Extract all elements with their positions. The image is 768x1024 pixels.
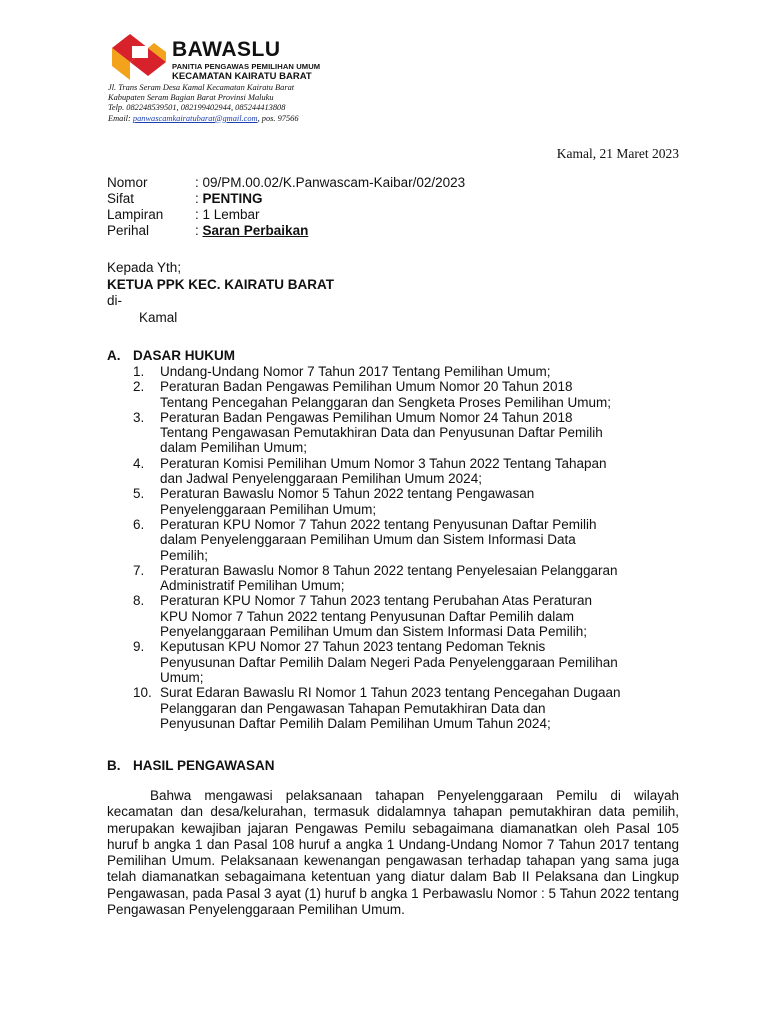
meta-sep: : <box>195 175 203 190</box>
list-item <box>133 364 679 379</box>
district-name: KECAMATAN KAIRATU BARAT <box>172 71 312 82</box>
list-item-line: Surat Edaran Bawaslu RI Nomor 1 Tahun 2023 tentang Pencegahan Dugaan <box>160 685 621 701</box>
list-item-text <box>160 364 679 379</box>
section-letter: B. <box>107 758 121 773</box>
meta-row-sifat <box>107 191 465 207</box>
list-item <box>133 563 679 594</box>
list-item-line: Pemilih; <box>160 547 209 563</box>
list-item-line: Penyusunan Daftar Pemilih Dalam Pemilihan Umum Tahun 2024; <box>160 715 551 731</box>
meta-value <box>195 175 465 191</box>
list-item <box>133 593 679 639</box>
email-link[interactable]: panwascamkairatubarat@gmail.com <box>132 113 258 123</box>
list-item-number: 5. <box>133 486 145 502</box>
meta-value-nomor: 09/PM.00.02/K.Panwascam-Kaibar/02/2023 <box>202 175 466 190</box>
list-item-text <box>160 486 679 517</box>
meta-sep: : <box>195 207 203 222</box>
letterhead-address <box>108 83 299 124</box>
section-heading: DASAR HUKUM <box>133 348 235 363</box>
greeting: Kepada Yth; <box>107 260 182 275</box>
section-heading: HASIL PENGAWASAN <box>133 758 275 773</box>
meta-key: Nomor <box>107 175 148 190</box>
list-item-line: Penyelenggaraan Pemilihan Umum; <box>160 501 377 517</box>
letter-meta <box>107 175 465 239</box>
list-item-number: 2. <box>133 379 145 395</box>
list-item-line: Peraturan KPU Nomor 7 Tahun 2023 tentang Perubahan Atas Peraturan <box>160 593 593 609</box>
list-item <box>133 639 679 685</box>
recipient-di: di- <box>107 293 123 308</box>
meta-value <box>195 223 308 239</box>
recipient-place: Kamal <box>139 309 178 325</box>
email-label: Email: <box>108 113 131 123</box>
list-item-line: Peraturan Bawaslu Nomor 8 Tahun 2022 tentang Penyelesaian Pelanggaran <box>160 562 618 578</box>
address-line: Telp. 082248539501, 082199402944, 085244413808 <box>108 103 286 113</box>
list-item-text <box>160 410 679 456</box>
list-item-number: 8. <box>133 593 145 609</box>
list-item-line: Penyelanggaraan Pemilihan Umum dan Sistem Informasi Data Pemilih; <box>160 624 587 640</box>
list-item-text <box>160 456 679 487</box>
meta-value <box>195 207 260 223</box>
legal-basis-list <box>133 364 679 731</box>
brand-name: BAWASLU <box>172 38 281 61</box>
address-line: Kabupaten Seram Bagian Barat Provinsi Maluku <box>108 93 274 103</box>
list-item-line: Tentang Pencegahan Pelanggaran dan Sengketa Proses Pemilihan Umum; <box>160 394 612 410</box>
address-line: Jl. Trans Seram Desa Kamal Kecamatan Kairatu Barat <box>108 83 295 92</box>
list-item <box>133 517 679 563</box>
list-item-line: Peraturan Badan Pengawas Pemilihan Umum Nomor 20 Tahun 2018 <box>160 379 573 395</box>
list-item-line: Peraturan Bawaslu Nomor 5 Tahun 2022 tentang Pengawasan <box>160 486 535 502</box>
list-item <box>133 685 679 731</box>
meta-sep: : <box>195 191 203 206</box>
list-item-line: Penyusunan Daftar Pemilih Dalam Negeri Pada Penyelenggaraan Pemilihan <box>160 654 618 670</box>
list-item-number: 10. <box>133 685 152 701</box>
committee-name: PANITIA PENGAWAS PEMILIHAN UMUM <box>172 62 321 71</box>
meta-key: Sifat <box>107 191 135 206</box>
list-item-line: dan Jadwal Penyelenggaraan Pemilihan Umum 2024; <box>160 471 482 487</box>
list-item-number: 7. <box>133 562 145 578</box>
list-item <box>133 456 679 487</box>
meta-row-perihal <box>107 223 465 239</box>
list-item-number: 9. <box>133 639 145 655</box>
list-item-line: Keputusan KPU Nomor 27 Tahun 2023 tentang Pedoman Teknis <box>160 639 546 655</box>
list-item-number: 4. <box>133 455 145 471</box>
list-item-line: Peraturan Komisi Pemilihan Umum Nomor 3 Tahun 2022 Tentang Tahapan <box>160 455 607 471</box>
list-item-line: dalam Penyelenggaraan Pemilihan Umum dan Sistem Informasi Data <box>160 532 576 548</box>
meta-value-lampiran: 1 Lembar <box>202 207 260 222</box>
monitoring-paragraph: Bahwa mengawasi pelaksanaan tahapan Penyelenggaraan Pemilu di wilayah kecamatan dan desa/kelurahan, termasuk didalamnya tahapan pemutakhiran data pemilih, merupakan kewajiban jajaran Pengawas Pemilu sebagaimana diamanatkan oleh Pasal 105 huruf b angka 1 dan Pasal 108 huruf a angka 1 Undang-Undang Nomor 7 Tahun 2017 tentang Pemilihan Umum. Pelaksanaan kewenangan pengawasan terhadap tahapan yang sama juga telah diamanatkan sebagaimana ketentuan yang diatur dalam Bab II Pelaksana dan Lingkup Pengawasan, pada Pasal 3 ayat (1) huruf b angka 1 Perbawaslu Nomor : 5 Tahun 2022 tentang Pengawasan Penyelenggaraan Pemilihan Umum. <box>107 788 679 918</box>
list-item-text <box>160 379 679 410</box>
list-item-text <box>160 685 679 731</box>
list-item-text <box>160 563 679 594</box>
list-item-line: Peraturan KPU Nomor 7 Tahun 2022 tentang Penyusunan Daftar Pemilih <box>160 516 597 532</box>
meta-sep: : <box>195 223 203 238</box>
list-item-number: 6. <box>133 516 145 532</box>
list-item-line: dalam Pemilihan Umum; <box>160 440 308 456</box>
list-item-line: Administratif Pemilihan Umum; <box>160 578 345 594</box>
list-item-line: Pelanggaran dan Pengawasan Tahapan Pemutakhiran Data dan <box>160 700 546 716</box>
list-item-number: 3. <box>133 409 145 425</box>
section-b-title <box>107 758 275 773</box>
meta-value <box>195 191 263 207</box>
list-item-number: 1. <box>133 364 145 379</box>
letterhead-brand <box>172 40 320 82</box>
recipient-name: KETUA PPK KEC. KAIRATU BARAT <box>107 276 334 292</box>
postal-code: , pos. 97566 <box>257 113 299 123</box>
meta-value-sifat: PENTING <box>202 191 263 206</box>
recipient-block <box>107 260 334 326</box>
list-item-line: Tentang Pengawasan Pemutakhiran Data dan Penyusunan Daftar Pemilih <box>160 425 603 441</box>
email-line <box>108 114 299 124</box>
list-item-line: KPU Nomor 7 Tahun 2022 tentang Penyusunan Daftar Pemilih dalam <box>160 608 574 624</box>
meta-key: Perihal <box>107 223 150 238</box>
meta-key: Lampiran <box>107 207 164 222</box>
meta-row-nomor <box>107 175 465 191</box>
list-item-text <box>160 593 679 639</box>
section-letter: A. <box>107 348 121 363</box>
list-item <box>133 410 679 456</box>
list-item-line: Peraturan Badan Pengawas Pemilihan Umum Nomor 24 Tahun 2018 <box>160 409 573 425</box>
list-item-text <box>160 639 679 685</box>
list-item-text <box>160 517 679 563</box>
section-a-title <box>107 348 235 363</box>
list-item-line: Undang-Undang Nomor 7 Tahun 2017 Tentang Pemilihan Umum; <box>160 364 551 379</box>
list-item-line: Umum; <box>160 669 204 685</box>
meta-value-perihal: Saran Perbaikan <box>202 223 309 238</box>
meta-row-lampiran <box>107 207 465 223</box>
list-item <box>133 379 679 410</box>
letter-date: Kamal, 21 Maret 2023 <box>556 146 679 161</box>
bawaslu-logo-icon <box>108 32 168 82</box>
list-item <box>133 486 679 517</box>
